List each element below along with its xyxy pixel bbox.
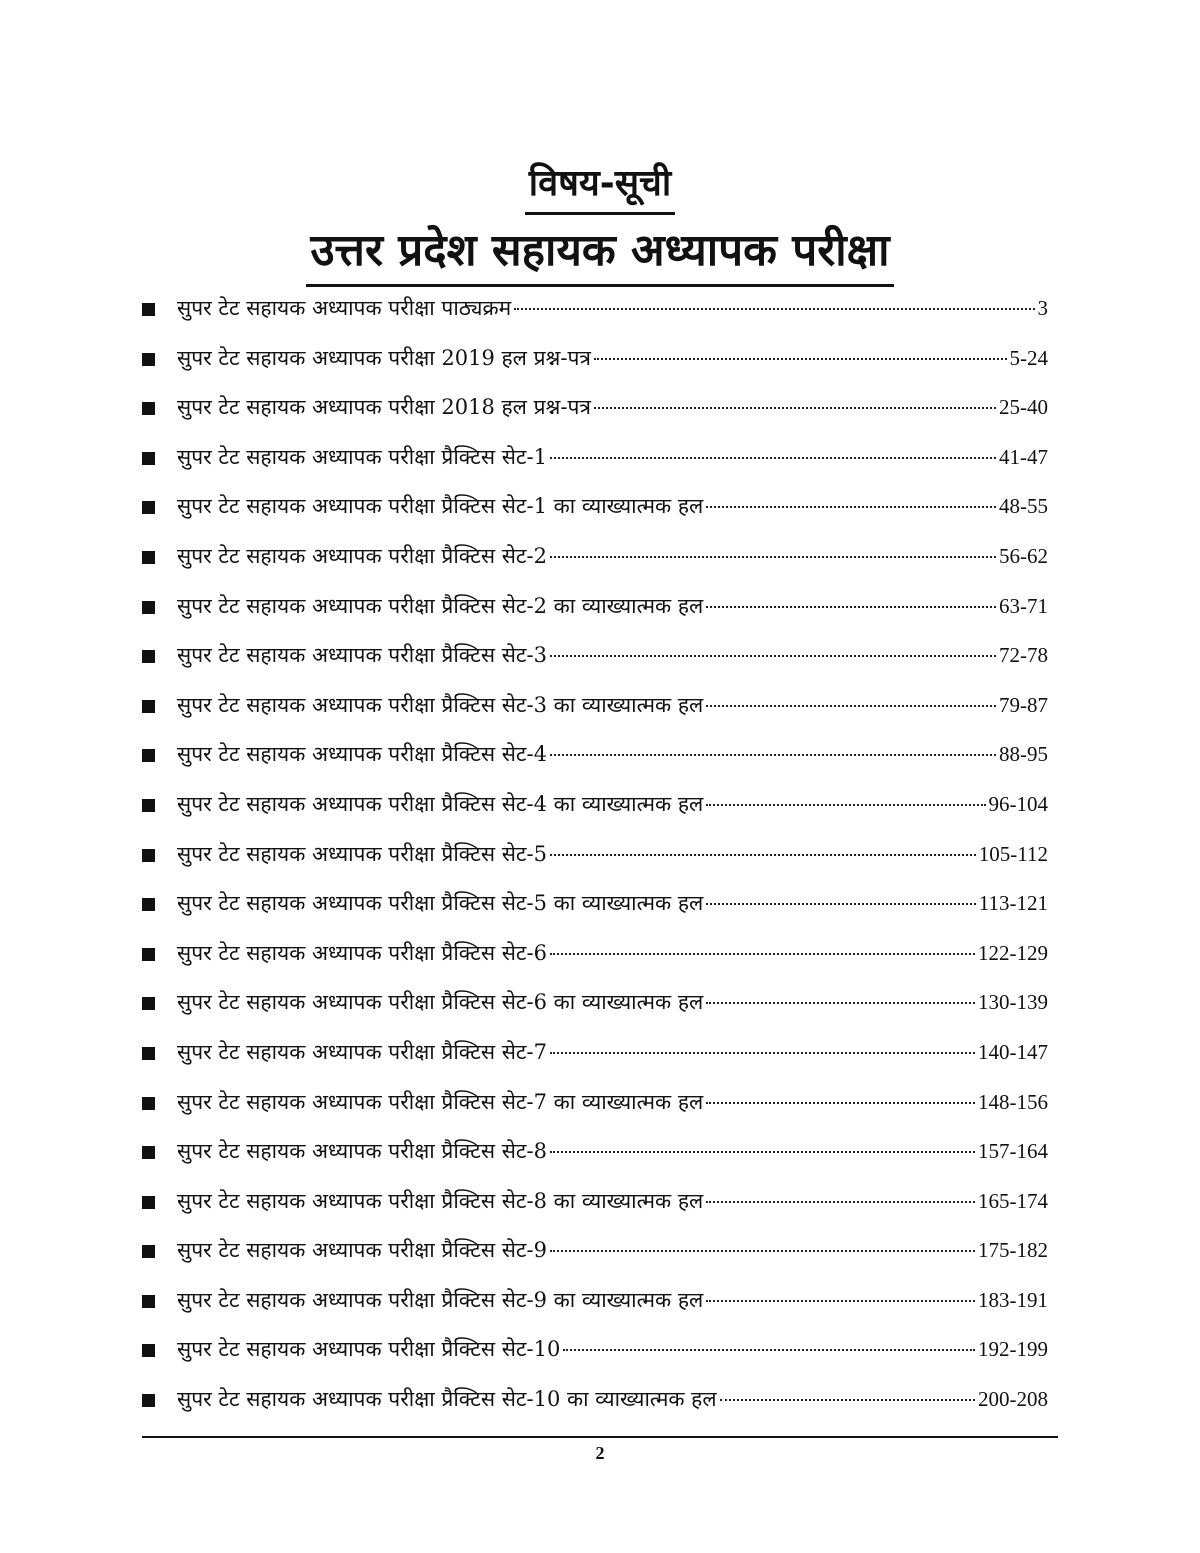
toc-entry-pages: 148-156: [978, 1089, 1048, 1114]
toc-entry: [142, 1286, 1048, 1336]
toc-entry: [142, 691, 1048, 741]
dot-leader: [706, 1201, 975, 1203]
toc-entry-pages: 200-208: [978, 1387, 1048, 1412]
square-bullet-icon: [142, 1344, 155, 1357]
dot-leader: [706, 903, 976, 905]
toc-entry: [142, 1335, 1048, 1385]
toc-entry-pages: 96-104: [988, 791, 1048, 816]
toc-entry: [142, 1236, 1048, 1286]
square-bullet-icon: [142, 700, 155, 713]
square-bullet-icon: [142, 1245, 155, 1258]
toc-entry-pages: 88-95: [999, 742, 1048, 767]
square-bullet-icon: [142, 1146, 155, 1159]
contents-heading: विषय-सूची: [525, 160, 676, 215]
toc-entry-pages: 122-129: [978, 940, 1048, 965]
toc-entry-title: सुपर टेट सहायक अध्यापक परीक्षा 2019 हल प्रश्न-पत्र: [177, 345, 592, 370]
dot-leader: [706, 1002, 975, 1004]
toc-entry-pages: 3: [1037, 296, 1048, 320]
subtitle-wrap: [0, 160, 1200, 215]
toc-entry: [142, 790, 1048, 840]
square-bullet-icon: [142, 749, 155, 762]
toc-entry-pages: 56-62: [999, 543, 1048, 568]
toc-entry: [142, 592, 1048, 642]
toc-entry-pages: 41-47: [999, 444, 1048, 469]
dot-leader: [706, 1300, 975, 1302]
exam-title: उत्तर प्रदेश सहायक अध्यापक परीक्षा: [306, 222, 893, 287]
toc-entry: [142, 393, 1048, 443]
square-bullet-icon: [142, 452, 155, 465]
toc-entry-title: सुपर टेट सहायक अध्यापक परीक्षा प्रैक्टिस सेट-1 का व्याख्यात्मक हल: [177, 494, 704, 519]
dot-leader: [550, 556, 996, 558]
toc-entry: [142, 542, 1048, 592]
toc-entry-title: सुपर टेट सहायक अध्यापक परीक्षा प्रैक्टिस सेट-7: [177, 1039, 547, 1064]
square-bullet-icon: [142, 601, 155, 614]
dot-leader: [706, 606, 996, 608]
toc-entry: [142, 1187, 1048, 1237]
toc-entry-pages: 79-87: [999, 692, 1048, 717]
toc-entry-title: सुपर टेट सहायक अध्यापक परीक्षा प्रैक्टिस सेट-7 का व्याख्यात्मक हल: [177, 1089, 704, 1114]
dot-leader: [550, 754, 996, 756]
dot-leader: [706, 705, 996, 707]
toc-entry-title: सुपर टेट सहायक अध्यापक परीक्षा प्रैक्टिस सेट-3: [177, 643, 547, 668]
square-bullet-icon: [142, 1295, 155, 1308]
dot-leader: [550, 1250, 975, 1252]
square-bullet-icon: [142, 1047, 155, 1060]
dot-leader: [706, 506, 996, 508]
table-of-contents: [142, 294, 1048, 1435]
toc-entry-title: सुपर टेट सहायक अध्यापक परीक्षा 2018 हल प्रश्न-पत्र: [177, 395, 592, 420]
toc-entry-pages: 157-164: [978, 1139, 1048, 1164]
toc-entry: [142, 1137, 1048, 1187]
toc-entry-pages: 63-71: [999, 593, 1048, 618]
toc-entry: [142, 443, 1048, 493]
toc-entry: [142, 492, 1048, 542]
toc-entry-title: सुपर टेट सहायक अध्यापक परीक्षा प्रैक्टिस सेट-10 का व्याख्यात्मक हल: [177, 1387, 717, 1412]
toc-entry: [142, 641, 1048, 691]
toc-entry-title: सुपर टेट सहायक अध्यापक परीक्षा प्रैक्टिस सेट-3 का व्याख्यात्मक हल: [177, 692, 704, 717]
toc-entry: [142, 344, 1048, 394]
dot-leader: [550, 457, 996, 459]
toc-entry: [142, 988, 1048, 1038]
dot-leader: [550, 1052, 975, 1054]
toc-entry: [142, 294, 1048, 344]
toc-entry-title: सुपर टेट सहायक अध्यापक परीक्षा पाठ्यक्रम: [177, 296, 512, 320]
toc-entry-pages: 165-174: [978, 1188, 1048, 1213]
toc-entry: [142, 840, 1048, 890]
toc-entry: [142, 1088, 1048, 1138]
title-wrap: [0, 222, 1200, 287]
toc-entry-title: सुपर टेट सहायक अध्यापक परीक्षा प्रैक्टिस सेट-9: [177, 1238, 547, 1263]
dot-leader: [550, 953, 975, 955]
dot-leader: [563, 1349, 975, 1351]
square-bullet-icon: [142, 353, 155, 366]
toc-entry-pages: 183-191: [978, 1287, 1048, 1312]
toc-entry: [142, 1038, 1048, 1088]
toc-entry-title: सुपर टेट सहायक अध्यापक परीक्षा प्रैक्टिस सेट-6: [177, 940, 547, 965]
toc-entry: [142, 1385, 1048, 1435]
toc-entry-pages: 113-121: [978, 891, 1048, 916]
toc-entry-pages: 175-182: [978, 1238, 1048, 1263]
toc-entry: [142, 740, 1048, 790]
square-bullet-icon: [142, 402, 155, 415]
square-bullet-icon: [142, 1196, 155, 1209]
page-number: 2: [595, 1443, 605, 1463]
toc-entry-title: सुपर टेट सहायक अध्यापक परीक्षा प्रैक्टिस सेट-8: [177, 1139, 547, 1164]
toc-entry-title: सुपर टेट सहायक अध्यापक परीक्षा प्रैक्टिस सेट-2: [177, 543, 547, 568]
toc-entry-title: सुपर टेट सहायक अध्यापक परीक्षा प्रैक्टिस सेट-4 का व्याख्यात्मक हल: [177, 791, 704, 816]
toc-entry-pages: 192-199: [978, 1337, 1048, 1362]
dot-leader: [706, 804, 985, 806]
dot-leader: [550, 655, 996, 657]
dot-leader: [720, 1399, 975, 1401]
toc-entry-title: सुपर टेट सहायक अध्यापक परीक्षा प्रैक्टिस सेट-2 का व्याख्यात्मक हल: [177, 593, 704, 618]
toc-entry-title: सुपर टेट सहायक अध्यापक परीक्षा प्रैक्टिस सेट-8 का व्याख्यात्मक हल: [177, 1188, 704, 1213]
toc-entry-pages: 5-24: [1009, 345, 1048, 370]
toc-entry-title: सुपर टेट सहायक अध्यापक परीक्षा प्रैक्टिस सेट-5 का व्याख्यात्मक हल: [177, 891, 704, 916]
square-bullet-icon: [142, 1097, 155, 1110]
square-bullet-icon: [142, 1394, 155, 1407]
dot-leader: [594, 358, 1006, 360]
toc-entry-title: सुपर टेट सहायक अध्यापक परीक्षा प्रैक्टिस सेट-5: [177, 841, 547, 866]
square-bullet-icon: [142, 303, 155, 316]
dot-leader: [514, 308, 1034, 310]
toc-entry-pages: 48-55: [999, 494, 1048, 519]
toc-entry-pages: 130-139: [978, 990, 1048, 1015]
toc-entry-pages: 105-112: [978, 841, 1048, 866]
dot-leader: [550, 854, 976, 856]
square-bullet-icon: [142, 997, 155, 1010]
dot-leader: [550, 1151, 975, 1153]
square-bullet-icon: [142, 551, 155, 564]
dot-leader: [594, 407, 996, 409]
square-bullet-icon: [142, 948, 155, 961]
square-bullet-icon: [142, 650, 155, 663]
square-bullet-icon: [142, 849, 155, 862]
dot-leader: [706, 1102, 975, 1104]
toc-entry: [142, 939, 1048, 989]
toc-entry-title: सुपर टेट सहायक अध्यापक परीक्षा प्रैक्टिस सेट-1: [177, 444, 547, 469]
toc-entry-title: सुपर टेट सहायक अध्यापक परीक्षा प्रैक्टिस सेट-10: [177, 1337, 561, 1362]
toc-entry-title: सुपर टेट सहायक अध्यापक परीक्षा प्रैक्टिस सेट-6 का व्याख्यात्मक हल: [177, 990, 704, 1015]
toc-entry-pages: 72-78: [999, 643, 1048, 668]
footer-divider: [142, 1436, 1058, 1438]
toc-entry-pages: 140-147: [978, 1039, 1048, 1064]
toc-entry-title: सुपर टेट सहायक अध्यापक परीक्षा प्रैक्टिस सेट-9 का व्याख्यात्मक हल: [177, 1287, 704, 1312]
square-bullet-icon: [142, 898, 155, 911]
square-bullet-icon: [142, 501, 155, 514]
toc-entry-pages: 25-40: [999, 395, 1048, 420]
toc-entry-title: सुपर टेट सहायक अध्यापक परीक्षा प्रैक्टिस सेट-4: [177, 742, 547, 767]
square-bullet-icon: [142, 799, 155, 812]
toc-entry: [142, 889, 1048, 939]
